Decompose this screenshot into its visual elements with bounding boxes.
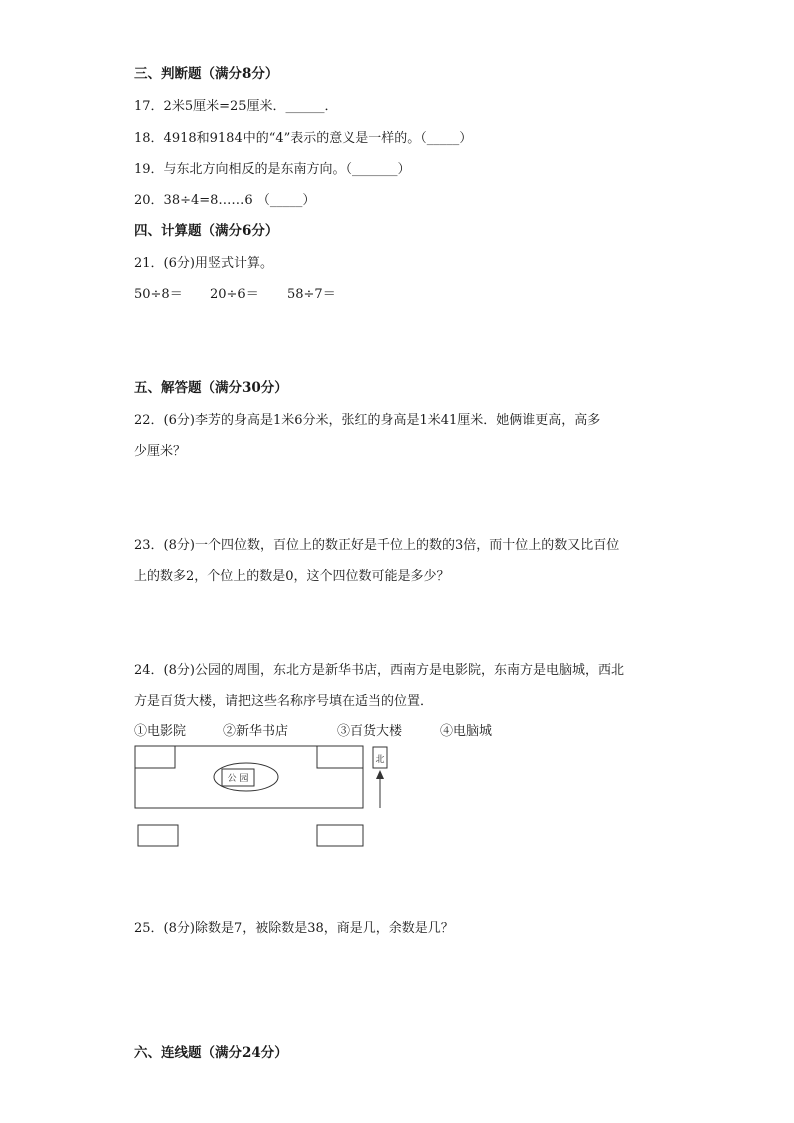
- question-24-line-2: 方是百货大楼，请把这些名称序号填在适当的位置．: [134, 694, 434, 709]
- question-21: 21．(6分)用竖式计算。: [134, 256, 273, 271]
- option-cinema: ①电影院: [134, 724, 187, 739]
- box-northwest[interactable]: [135, 746, 175, 768]
- question-19: 19．与东北方向相反的是东南方向。（_______）: [134, 162, 411, 177]
- section-4-heading: 四、计算题（满分6分）: [134, 223, 279, 239]
- box-southeast[interactable]: [317, 825, 363, 846]
- section-3-heading: 三、判断题（满分8分）: [134, 66, 279, 82]
- question-24-line-1: 24．(8分)公园的周围，东北方是新华书店，西南方是电影院，东南方是电脑城，西北: [134, 663, 624, 678]
- section-5-heading: 五、解答题（满分30分）: [134, 380, 288, 396]
- north-arrow-icon: [376, 770, 384, 779]
- park-boundary: [135, 746, 363, 808]
- expression-1: 50÷8＝: [134, 287, 183, 302]
- option-department-store: ③百货大楼: [337, 724, 403, 739]
- question-20: 20．38÷4=8……6 （_____）: [134, 193, 316, 208]
- north-label: 北: [375, 755, 385, 765]
- question-23-line-1: 23．(8分)一个四位数，百位上的数正好是千位上的数的3倍，而十位上的数又比百位: [134, 538, 620, 553]
- question-18: 18．4918和9184中的“4”表示的意义是一样的。（_____）: [134, 131, 473, 146]
- box-northeast[interactable]: [317, 746, 363, 768]
- expression-2: 20÷6＝: [210, 287, 259, 302]
- question-17: 17．2米5厘米=25厘米．______．: [134, 99, 338, 114]
- option-computer-city: ④电脑城: [440, 724, 493, 739]
- question-25: 25．(8分)除数是7，被除数是38，商是几，余数是几？: [134, 921, 454, 936]
- box-southwest[interactable]: [138, 825, 178, 846]
- option-xinhua-bookstore: ②新华书店: [223, 724, 289, 739]
- question-23-line-2: 上的数多2，个位上的数是0，这个四位数可能是多少？: [134, 569, 450, 584]
- question-22-line-1: 22．(6分)李芳的身高是1米6分米，张红的身高是1米41厘米．她俩谁更高，高多: [134, 413, 601, 428]
- park-label: 公 园: [227, 774, 249, 784]
- question-22-line-2: 少厘米？: [134, 444, 187, 459]
- section-6-heading: 六、连线题（满分24分）: [134, 1045, 288, 1061]
- expression-3: 58÷7＝: [287, 287, 336, 302]
